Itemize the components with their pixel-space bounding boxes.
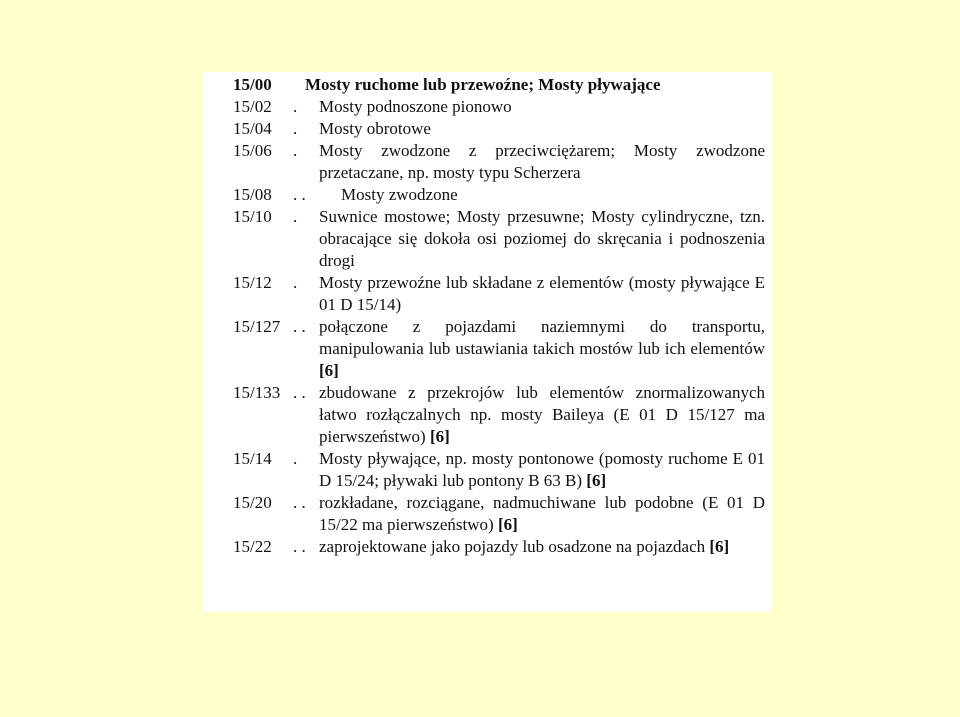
entry-level-dots: . — [293, 449, 298, 468]
classification-entry — [233, 272, 765, 316]
entry-code: 15/04 — [233, 119, 272, 138]
entry-level-dots: . — [293, 119, 298, 138]
entry-code: 15/133 — [233, 383, 281, 402]
entry-description: rozkładane, rozciągane, nadmuchiwane lub podobne (E 01 D 15/22 ma pierwszeństwo) — [319, 493, 765, 534]
classification-entry — [233, 206, 765, 272]
entry-text — [319, 382, 765, 448]
entry-description: połączone z pojazdami naziemnymi do transportu, manipulowania lub ustawiania takich mostów lub ich elementów — [319, 317, 765, 358]
classification-entry — [233, 492, 765, 536]
entry-edition-ref: [6] — [709, 537, 730, 556]
entry-description: Mosty obrotowe — [319, 119, 431, 138]
entry-text — [319, 96, 765, 118]
entry-edition-ref: [6] — [429, 427, 450, 446]
entry-code: 15/127 — [233, 317, 281, 336]
entry-code: 15/22 — [233, 537, 272, 556]
entry-level-dots: . — [293, 97, 298, 116]
classification-entry — [233, 316, 765, 382]
entry-code: 15/06 — [233, 141, 272, 160]
entry-edition-ref: [6] — [319, 361, 339, 380]
entry-text — [319, 118, 765, 140]
entry-level-dots: . . — [293, 383, 306, 402]
entry-description: zbudowane z przekrojów lub elementów znormalizowanych łatwo rozłączalnych np. mosty Baileya (E 01 D 15/127 ma pierwszeństwo) — [319, 383, 765, 446]
entry-code: 15/02 — [233, 97, 272, 116]
entry-text — [319, 140, 765, 184]
entry-level-dots: . . — [293, 537, 306, 556]
entry-description: Suwnice mostowe; Mosty przesuwne; Mosty cylindryczne, tzn. obracające się dokoła osi poziomej do skręcania i podnoszenia drogi — [319, 207, 765, 270]
entry-level-dots: . — [293, 273, 298, 292]
entry-level-dots: . . — [293, 185, 306, 204]
entry-code: 15/10 — [233, 207, 272, 226]
entry-text — [319, 536, 765, 558]
classification-entry — [233, 382, 765, 448]
classification-entry-header — [233, 74, 765, 96]
entry-text — [319, 206, 765, 272]
entry-code: 15/00 — [233, 75, 272, 94]
entry-description: Mosty podnoszone pionowo — [319, 97, 512, 116]
entry-description: Mosty pływające, np. mosty pontonowe (pomosty ruchome E 01 D 15/24; pływaki lub pontony B 63 B) — [319, 449, 765, 490]
classification-entry — [233, 448, 765, 492]
entry-text — [319, 492, 765, 536]
entry-level-dots: . — [293, 207, 298, 226]
entry-description: Mosty zwodzone — [341, 185, 458, 204]
entry-description: Mosty zwodzone z przeciwciężarem; Mosty zwodzone przetaczane, np. mosty typu Scherzera — [319, 141, 765, 182]
entry-level-dots: . — [293, 141, 298, 160]
classification-document — [203, 72, 772, 612]
entry-description: Mosty przewoźne lub składane z elementów (mosty pływające E 01 D 15/14) — [319, 273, 765, 314]
entry-level-dots: . . — [293, 493, 306, 512]
classification-entry — [233, 118, 765, 140]
entry-code: 15/20 — [233, 493, 272, 512]
entry-text — [341, 184, 765, 206]
entry-edition-ref: [6] — [586, 471, 607, 490]
entry-text — [319, 316, 765, 382]
classification-entry — [233, 140, 765, 184]
entry-text — [319, 272, 765, 316]
classification-entries — [233, 74, 765, 558]
entry-edition-ref: [6] — [497, 515, 518, 534]
entry-description: Mosty ruchome lub przewoźne; Mosty pływające — [305, 75, 661, 94]
entry-description: zaprojektowane jako pojazdy lub osadzone na pojazdach — [319, 537, 706, 556]
classification-entry — [233, 536, 765, 558]
classification-entry — [233, 96, 765, 118]
entry-code: 15/12 — [233, 273, 272, 292]
classification-entry — [233, 184, 765, 206]
entry-level-dots: . . — [293, 317, 306, 336]
entry-code: 15/14 — [233, 449, 272, 468]
entry-code: 15/08 — [233, 185, 272, 204]
entry-text — [305, 74, 765, 96]
entry-text — [319, 448, 765, 492]
